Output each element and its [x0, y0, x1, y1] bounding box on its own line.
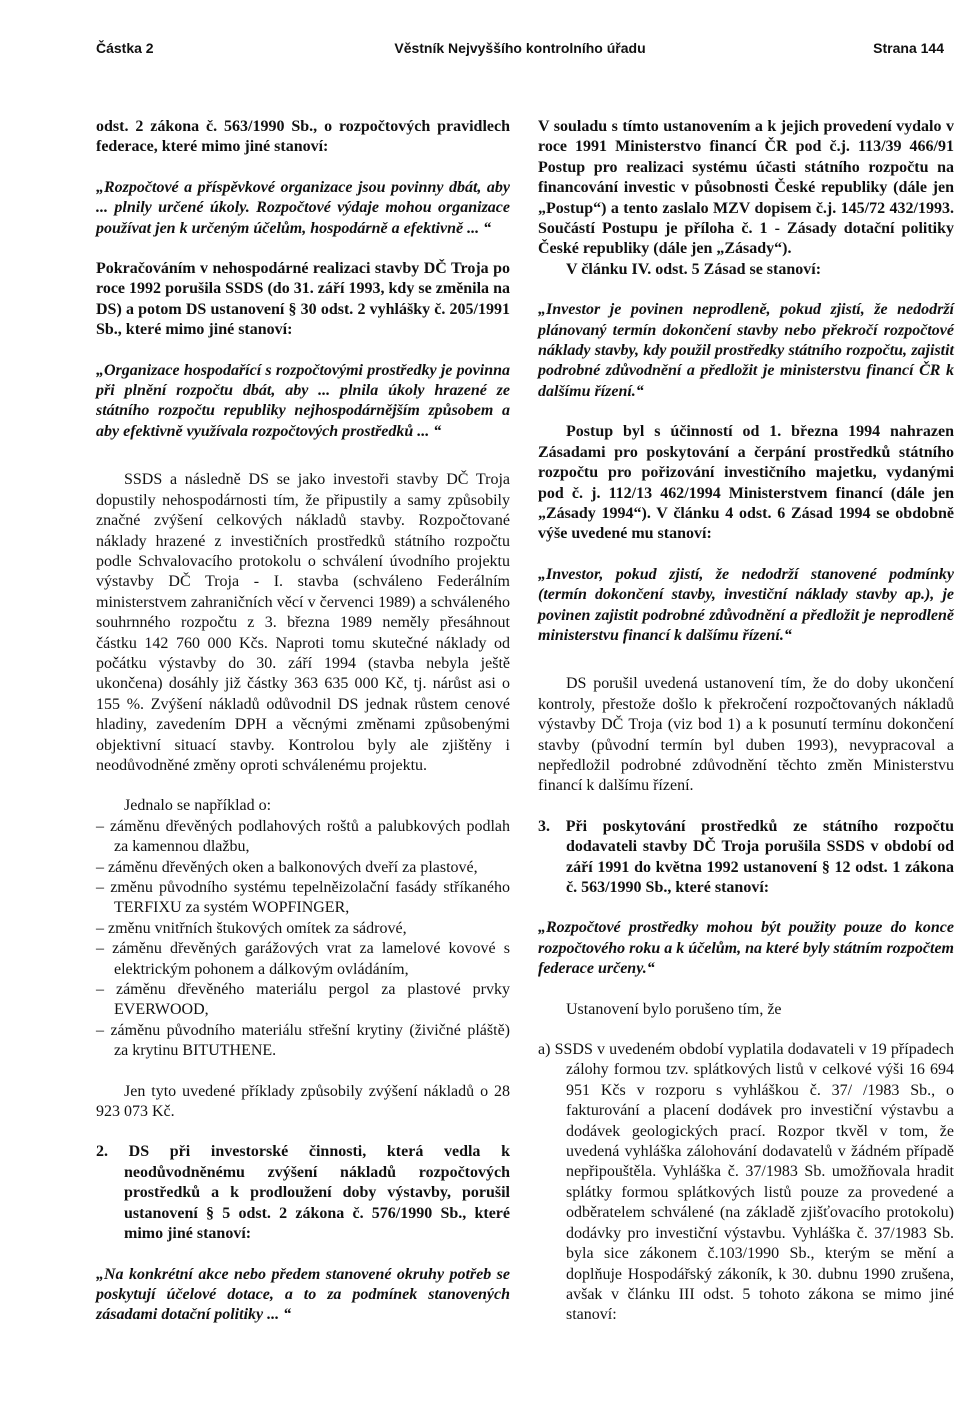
page-number: Strana 144 [873, 40, 944, 56]
quotation: „Organizace hospodařící s rozpočtovými prostředky je povinna při plnění rozpočtu dbát, aby ... plnila úkoly hrazené ze státního rozpočtu republiky nejhospodárnějším způsobem a aby efektivně využívala rozpočtových prostředků ... “ [96, 361, 510, 440]
paragraph: Ustanovení bylo porušeno tím, že [566, 1000, 782, 1018]
quotation: „Rozpočtové prostředky mohou být použity pouze do konce rozpočtového roku a k účelům, na které byly státním rozpočtem federace určeny.“ [538, 919, 954, 978]
paragraph: V článku IV. odst. 5 Zásad se stanoví: [566, 260, 822, 278]
paragraph: DS porušil uvedená ustanovení tím, že do doby ukončení kontroly, přestože došlo k překročení rozpočtovaných nákladů výstavby DČ Troja (viz bod 1) a k posunutí termínu dokončení stavby (původní termín byl duben 1993), nevypracoval a nepředložil podrobné zdůvodnění těchto změn Ministerstvu financí k dalšímu řízení. [538, 675, 954, 795]
paragraph: V souladu s tímto ustanovením a k jejich provedení vydalo v roce 1991 Ministerstvo financí ČR pod č.j. 113/39 466/91 Postup pro realizaci systému účasti státního rozpočtu na financování investic v působnosti České republiky (dále jen „Postup“) a tento zaslalo MZV dopisem č.j. 145/72 432/1993. Součástí Postupu je příloha č. 1 - Zásady dotační politiky České republiky (dále jen „Zásady“). [538, 118, 954, 258]
list-intro: Jednalo se například o: [124, 797, 272, 815]
lettered-paragraph: a) SSDS v uvedeném období vyplatila dodavateli v 19 případech zálohy formou tzv. splátkových listů v celkové výši 16 694 951 Kčs v rozporu s vyhláškou č. 37/ /1983 Sb., o fakturování a placení dodávek pro investiční výstavbu a dodávek geologických prací. Rozpor tkvěl v tom, že uvedená vyhláška zálohování dodavatelů v žádném případě nepřipouštěla. Vyhláška č. 37/1983 Sb. umožňovala hradit splátky formou splátkových listů pouze za provedené a odběratelem schválené (na základě zjišťovacího protokolu) dodávky pro investiční výstavbu. Vyhláška č. 37/1983 Sb. byla sice zákonem č.103/1990 Sb., kterým se mění a doplňuje Hospodářský zákoník, k 30. dubnu 1990 zrušena, avšak v článku III odst. 5 tohoto zákona se mimo jiné stanoví: [538, 1041, 954, 1324]
paragraph: Pokračováním v nehospodárné realizaci stavby DČ Troja po roce 1992 porušila SSDS (do 31. září 1993, kdy se změnila na DS) a potom DS ustanovení § 30 odst. 2 vyhlášky č. 205/1991 Sb., které mimo jiné stanoví: [96, 260, 510, 339]
list-item: – záměnu dřevěných garážových vrat za lamelové kovové s elektrickým pohonem a dálkovým ovládáním, [96, 940, 510, 978]
right-column [538, 117, 954, 1326]
paragraph: Postup byl s účinností od 1. března 1994 nahrazen Zásadami pro poskytování a čerpání prostředků státního rozpočtu pro pořizování investičního majetku, vydanými pod č. j. 112/13 462/1994 Ministerstvem financí (dále jen „Zásady 1994“). V článku 4 odst. 6 Zásad 1994 se obdobně výše uvedené mu stanoví: [538, 423, 954, 543]
list-item: – záměnu dřevěných podlahových roštů a palubkových podlah za kamennou dlažbu, [96, 817, 510, 856]
issue-number: Částka 2 [96, 40, 154, 56]
list-item: – záměnu dřevěného materiálu pergol za plastové prvky EVERWOOD, [96, 981, 510, 1019]
journal-title: Věstník Nejvyššího kontrolního úřadu [394, 40, 646, 56]
list-item: – záměnu dřevěných oken a balkonových dveří za plastové, [96, 858, 478, 876]
quotation: „Na konkrétní akce nebo předem stanovené okruhy potřeb se poskytují účelové dotace, a to za podmínek stanovených zásadami dotační politiky ... “ [96, 1265, 510, 1324]
paragraph: odst. 2 zákona č. 563/1990 Sb., o rozpočtových pravidlech federace, které mimo jiné stanoví: [96, 118, 510, 156]
quotation: „Investor je povinen neprodleně, pokud zjistí, že nedodrží plánovaný termín dokončení stavby nebo překročí rozpočtové náklady stavby, kdy použil prostředky státního rozpočtu, zajistit podrobné zdůvodnění a předložit je ministerstvu financí ČR k dalšímu řízení.“ [538, 301, 954, 400]
paragraph: Jen tyto uvedené příklady způsobily zvýšení nákladů o 28 923 073 Kč. [96, 1082, 510, 1121]
list-item: – záměnu původního materiálu střešní krytiny (živičné pláště) za krytinu BITUTHENE. [96, 1021, 510, 1060]
quotation: „Rozpočtové a příspěvkové organizace jsou povinny dbát, aby ... plnily určené úkoly. Rozpočtové výdaje mohou organizace používat jen k určeným účelům, hospodárně a efektivně ... “ [96, 178, 510, 237]
quotation: „Investor, pokud zjistí, že nedodrží stanovené podmínky (termín dokončení stavby, investiční náklady stavby ap.), je povinen zajistit podrobné zdůvodnění a předložit je neprodleně ministerstvu financí k dalšímu řízení.“ [538, 565, 954, 644]
paragraph: SSDS a následně DS se jako investoři stavby DČ Troja dopustily nehospodárnosti tím, že připustily a samy způsobily značné zvýšení celkových nákladů stavby. Rozpočtované náklady hrazené z investičních prostředků státního rozpočtu podle Schvalovacího protokolu o schválení úvodního projektu výstavby DČ Troja - I. stavba (schváleno Federálním ministerstvem zahraničních věcí v červenci 1989) a schváleného souhrnného rozpočtu z 3. března 1989 neměly přesáhnout částku 142 760 000 Kčs. Naproti tomu skutečné náklady od počátku výstavby do 30. září 1994 (stavba nebyla ještě ukončena) dosáhly již částky 363 635 000 Kč, tj. nárůst asi o 155 %. Zvýšení nákladů odůvodnil DS jednak růstem cenové hladiny, zavedením DPH a věcnými změnami způsobenými objektivní situací stavby. Kontrolou byly ale zjištěny i neodůvodněné změny oproti schválenému projektu. [96, 471, 510, 774]
left-column [96, 117, 510, 1326]
list-item: – změnu původního systému tepelněizolační fasády stříkaného TERFIXU za systém WOPFINGER, [96, 879, 510, 917]
numbered-paragraph: 3. Při poskytování prostředků ze státního rozpočtu dodavateli stavby DČ Troja porušila SSDS v období od září 1991 do května 1992 ustanovení § 12 odst. 1 zákona č. 563/1990 Sb., které stanoví: [538, 817, 954, 896]
numbered-paragraph: 2. DS při investorské činnosti, která vedla k neodůvodněnému zvýšení nákladů rozpočtových prostředků a k prodloužení doby výstavby, porušil ustanovení § 5 odst. 2 zákona č. 576/1990 Sb., které mimo jiné stanoví: [96, 1143, 510, 1243]
list-item: – změnu vnitřních štukových omítek za sádrové, [96, 919, 407, 937]
